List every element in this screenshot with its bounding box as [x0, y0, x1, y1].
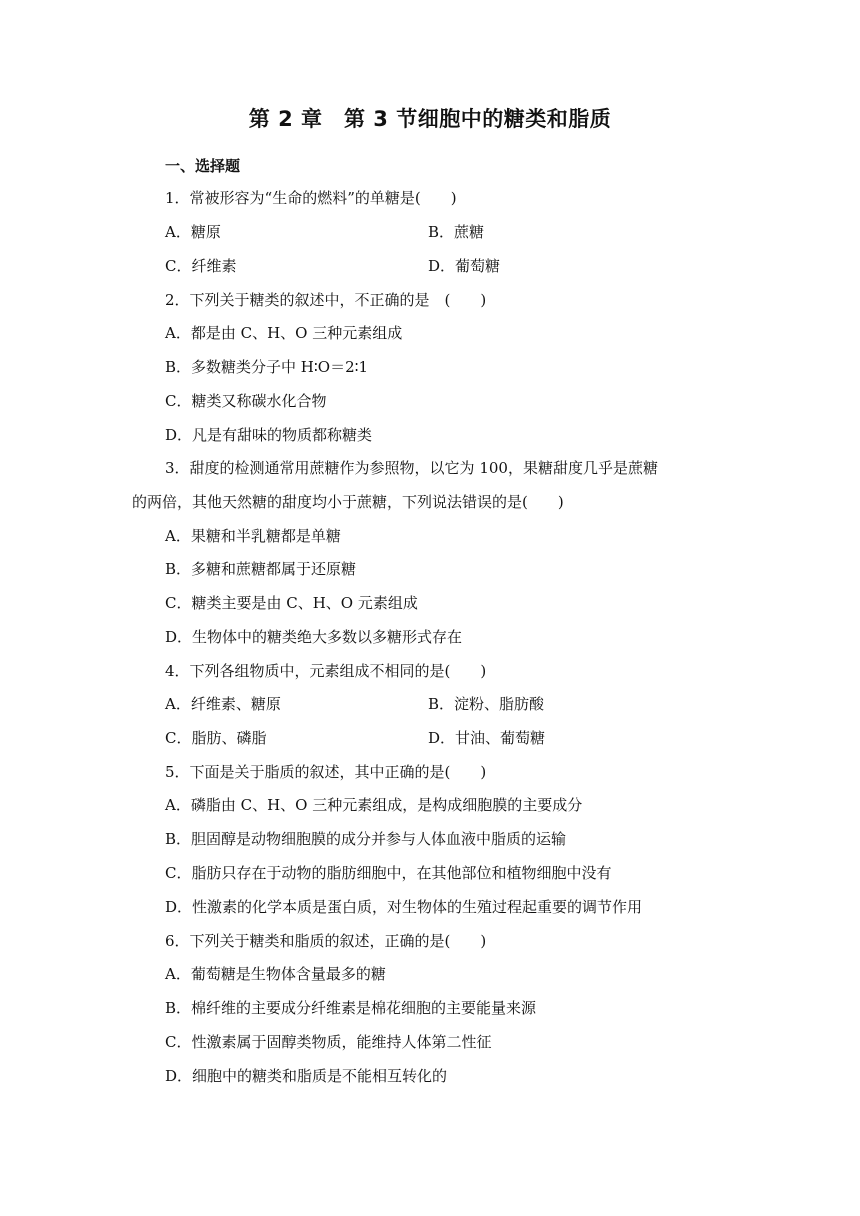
- question-1-option-d: D．葡萄糖: [428, 257, 501, 275]
- question-5-option-c: C．脂肪只存在于动物的脂肪细胞中，在其他部位和植物细胞中没有: [165, 864, 612, 882]
- question-2-option-d: D．凡是有甜味的物质都称糖类: [165, 426, 373, 444]
- question-2-stem: 2．下列关于糖类的叙述中，不正确的是 ( ): [165, 291, 487, 309]
- question-2-option-a: A．都是由 C、H、O 三种元素组成: [165, 324, 403, 342]
- question-4-option-c: C．脂肪、磷脂: [165, 729, 267, 747]
- question-6-option-a: A．葡萄糖是生物体含量最多的糖: [165, 965, 386, 983]
- question-5-option-a: A．磷脂由 C、H、O 三种元素组成，是构成细胞膜的主要成分: [165, 796, 583, 814]
- question-3-option-b: B．多糖和蔗糖都属于还原糖: [165, 560, 357, 578]
- question-1-option-c: C．纤维素: [165, 257, 237, 275]
- question-4-option-d: D．甘油、葡萄糖: [428, 729, 546, 747]
- page-title: 第 2 章 第 3 节细胞中的糖类和脂质: [248, 107, 612, 131]
- question-4-option-b: B．淀粉、脂肪酸: [428, 695, 545, 713]
- question-6-option-c: C．性激素属于固醇类物质，能维持人体第二性征: [165, 1033, 492, 1051]
- question-6-option-b: B．棉纤维的主要成分纤维素是棉花细胞的主要能量来源: [165, 999, 537, 1017]
- question-5-option-d: D．性激素的化学本质是蛋白质，对生物体的生殖过程起重要的调节作用: [165, 898, 643, 916]
- question-3-stem: 3．甜度的检测通常用蔗糖作为参照物，以它为 100，果糖甜度几乎是蔗糖: [165, 459, 658, 477]
- question-5-option-b: B．胆固醇是动物细胞膜的成分并参与人体血液中脂质的运输: [165, 830, 567, 848]
- question-2-option-c: C．糖类又称碳水化合物: [165, 392, 327, 410]
- question-6-stem: 6．下列关于糖类和脂质的叙述，正确的是( ): [165, 932, 487, 950]
- question-1-option-a: A．糖原: [165, 223, 221, 241]
- section-heading: 一、选择题: [165, 157, 241, 175]
- question-3-option-a: A．果糖和半乳糖都是单糖: [165, 527, 341, 545]
- question-5-stem: 5．下面是关于脂质的叙述，其中正确的是( ): [165, 763, 487, 781]
- question-6-option-d: D．细胞中的糖类和脂质是不能相互转化的: [165, 1067, 448, 1085]
- question-3-option-d: D．生物体中的糖类绝大多数以多糖形式存在: [165, 628, 463, 646]
- question-1-stem: 1．常被形容为“生命的燃料”的单糖是( ): [165, 189, 457, 207]
- question-1-option-b: B．蔗糖: [428, 223, 485, 241]
- question-3-option-c: C．糖类主要是由 C、H、O 元素组成: [165, 594, 418, 612]
- question-4-option-a: A．纤维素、糖原: [165, 695, 281, 713]
- question-3-stem-continuation: 的两倍，其他天然糖的甜度均小于蔗糖，下列说法错误的是( ): [132, 493, 564, 511]
- question-2-option-b: B．多数糖类分子中 H∶O＝2∶1: [165, 358, 369, 376]
- question-4-stem: 4．下列各组物质中，元素组成不相同的是( ): [165, 662, 487, 680]
